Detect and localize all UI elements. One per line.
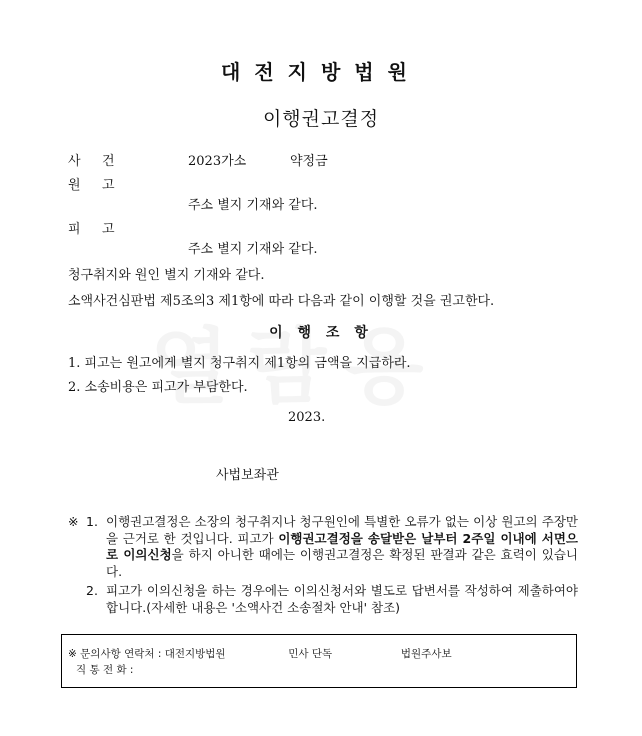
note-text: 이행권고결정은 소장의 청구취지나 청구원인에 특별한 오류가 없는 이상 원고의 주장만을 근거로 한 것입니다. 피고가 bbox=[106, 514, 578, 546]
clerk-title: 법원주사보 bbox=[400, 648, 452, 660]
phone-label: 직 통 전 화 : bbox=[76, 664, 134, 676]
contact-row bbox=[68, 646, 452, 661]
decision-date: 2023. bbox=[288, 410, 326, 425]
note-emphasis: 이행권고결정을 송달받은 날부터 2주일 이내에 서면으로 이의신청 bbox=[106, 530, 578, 562]
defendant-label: 피 고 bbox=[68, 222, 115, 237]
claim-text: 청구취지와 원인 별지 기재와 같다. bbox=[68, 268, 265, 283]
note-number: 1. bbox=[86, 514, 98, 529]
section-title: 이 행 조 항 bbox=[269, 325, 373, 341]
plaintiff-address: 주소 별지 기재와 같다. bbox=[188, 198, 318, 213]
case-label: 사 건 bbox=[68, 154, 115, 169]
contact-box bbox=[61, 634, 577, 688]
document-title: 이행권고결정 bbox=[262, 108, 380, 130]
note-mark: ※ bbox=[68, 514, 79, 529]
case-number: 2023가소 bbox=[188, 154, 247, 169]
officer-title: 사법보좌관 bbox=[216, 468, 279, 483]
case-name: 약정금 bbox=[290, 154, 328, 169]
court-name: 대전지방법원 bbox=[221, 60, 421, 84]
note-number: 2. bbox=[86, 583, 98, 598]
notes-section bbox=[68, 514, 578, 619]
note-item bbox=[68, 583, 578, 616]
legal-basis-text: 소액사건심판법 제5조의3 제1항에 따라 다음과 같이 이행할 것을 권고한다. bbox=[68, 294, 495, 309]
note-item bbox=[68, 514, 578, 580]
note-text-cont: 을 하지 아니한 때에는 이행권고결정은 확정된 판결과 같은 효력이 있습니다. bbox=[106, 547, 578, 579]
plaintiff-label: 원 고 bbox=[68, 178, 115, 193]
clause-2: 2. 소송비용은 피고가 부담한다. bbox=[68, 380, 248, 395]
inquiry-label: 문의사항 연락처 : 대전지방법원 bbox=[80, 648, 226, 660]
clause-1: 1. 피고는 원고에게 별지 청구취지 제1항의 금액을 지급하라. bbox=[68, 356, 411, 371]
department: 민사 단독 bbox=[288, 648, 333, 660]
contact-mark: ※ bbox=[68, 648, 77, 660]
defendant-address: 주소 별지 기재와 같다. bbox=[188, 242, 318, 257]
note-text: 피고가 이의신청을 하는 경우에는 이의신청서와 별도로 답변서를 작성하여 제출하여야 합니다.(자세한 내용은 '소액사건 소송절차 안내' 참조) bbox=[106, 583, 578, 615]
